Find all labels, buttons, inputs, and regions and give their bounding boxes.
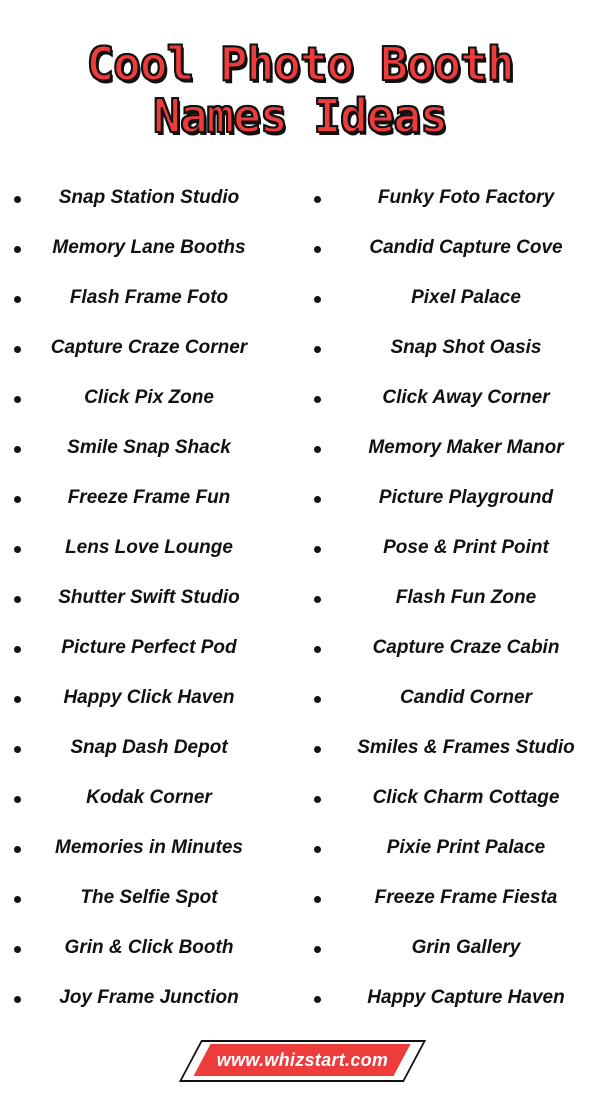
booth-name: The Selfie Spot (80, 887, 218, 908)
bullet-icon (314, 696, 321, 703)
booth-name: Candid Corner (400, 687, 532, 708)
website-banner[interactable] (190, 1040, 415, 1082)
list-item (0, 624, 300, 674)
booth-name: Smile Snap Shack (67, 437, 231, 458)
booth-name: Shutter Swift Studio (58, 587, 240, 608)
list-item (0, 974, 300, 1024)
booth-name: Snap Dash Depot (70, 737, 228, 758)
title-line-1: Cool Photo Booth (86, 37, 514, 91)
bullet-icon (14, 546, 21, 553)
list-item (300, 924, 600, 974)
bullet-icon (14, 596, 21, 603)
bullet-icon (14, 896, 21, 903)
list-item (300, 424, 600, 474)
bullet-icon (14, 696, 21, 703)
list-item (0, 724, 300, 774)
booth-name: Grin Gallery (411, 937, 521, 958)
list-item (300, 974, 600, 1024)
list-item (0, 824, 300, 874)
bullet-icon (314, 346, 321, 353)
booth-name: Memory Lane Booths (52, 237, 246, 258)
booth-name: Lens Love Lounge (65, 537, 233, 558)
list-item (0, 774, 300, 824)
bullet-icon (14, 196, 21, 203)
list-item (300, 824, 600, 874)
bullet-icon (14, 496, 21, 503)
list-item (0, 874, 300, 924)
booth-name: Flash Fun Zone (395, 587, 537, 608)
bullet-icon (14, 346, 21, 353)
list-item (300, 874, 600, 924)
list-item (300, 474, 600, 524)
list-item (300, 374, 600, 424)
booth-name: Freeze Frame Fun (67, 487, 231, 508)
bullet-icon (314, 296, 321, 303)
bullet-icon (314, 746, 321, 753)
right-name-list (300, 174, 600, 1024)
booth-name: Funky Foto Factory (377, 187, 555, 208)
bullet-icon (314, 546, 321, 553)
bullet-icon (314, 646, 321, 653)
bullet-icon (314, 496, 321, 503)
booth-name: Freeze Frame Fiesta (374, 887, 558, 908)
bullet-icon (14, 846, 21, 853)
booth-name: Smiles & Frames Studio (357, 737, 575, 758)
bullet-icon (314, 896, 321, 903)
bullet-icon (14, 996, 21, 1003)
booth-name: Happy Click Haven (63, 687, 235, 708)
website-link[interactable]: www.whizstart.com (216, 1050, 389, 1070)
booth-name: Snap Station Studio (58, 187, 240, 208)
list-item (300, 674, 600, 724)
bullet-icon (14, 296, 21, 303)
list-item (300, 574, 600, 624)
list-item (300, 274, 600, 324)
booth-name: Snap Shot Oasis (390, 337, 542, 358)
list-item (300, 324, 600, 374)
booth-name: Memory Maker Manor (368, 437, 564, 458)
booth-name: Click Charm Cottage (372, 787, 560, 808)
booth-name: Pixel Palace (411, 287, 521, 308)
list-item (300, 724, 600, 774)
list-item (0, 524, 300, 574)
list-item (0, 374, 300, 424)
list-item (0, 224, 300, 274)
bullet-icon (14, 946, 21, 953)
booth-name: Picture Perfect Pod (61, 637, 237, 658)
bullet-icon (14, 646, 21, 653)
booth-name: Capture Craze Cabin (372, 637, 560, 658)
bullet-icon (14, 246, 21, 253)
booth-name: Happy Capture Haven (367, 987, 565, 1008)
bullet-icon (314, 996, 321, 1003)
bullet-icon (314, 196, 321, 203)
booth-name: Memories in Minutes (55, 837, 243, 858)
booth-name: Pose & Print Point (383, 537, 549, 558)
bullet-icon (314, 596, 321, 603)
list-item (300, 624, 600, 674)
list-item (0, 674, 300, 724)
list-item (300, 174, 600, 224)
list-item (0, 174, 300, 224)
list-item (300, 524, 600, 574)
bullet-icon (14, 446, 21, 453)
booth-name: Candid Capture Cove (369, 237, 563, 258)
list-item (300, 224, 600, 274)
bullet-icon (14, 746, 21, 753)
list-item (0, 574, 300, 624)
booth-name: Click Away Corner (382, 387, 550, 408)
bullet-icon (314, 246, 321, 253)
bullet-icon (14, 396, 21, 403)
booth-name: Joy Frame Junction (59, 987, 239, 1008)
page-title (0, 38, 600, 142)
booth-name: Flash Frame Foto (69, 287, 229, 308)
booth-name: Click Pix Zone (84, 387, 214, 408)
left-name-list (0, 174, 300, 1024)
booth-name: Capture Craze Corner (50, 337, 248, 358)
list-item (0, 424, 300, 474)
bullet-icon (314, 846, 321, 853)
booth-name: Picture Playground (378, 487, 554, 508)
list-item (0, 274, 300, 324)
list-item (0, 474, 300, 524)
bullet-icon (314, 396, 321, 403)
list-item (0, 924, 300, 974)
bullet-icon (314, 446, 321, 453)
title-line-2: Names Ideas (153, 89, 447, 143)
bullet-icon (314, 796, 321, 803)
booth-name: Kodak Corner (86, 787, 212, 808)
bullet-icon (314, 946, 321, 953)
list-item (300, 774, 600, 824)
booth-name: Pixie Print Palace (386, 837, 546, 858)
booth-name: Grin & Click Booth (64, 937, 234, 958)
list-item (0, 324, 300, 374)
bullet-icon (14, 796, 21, 803)
